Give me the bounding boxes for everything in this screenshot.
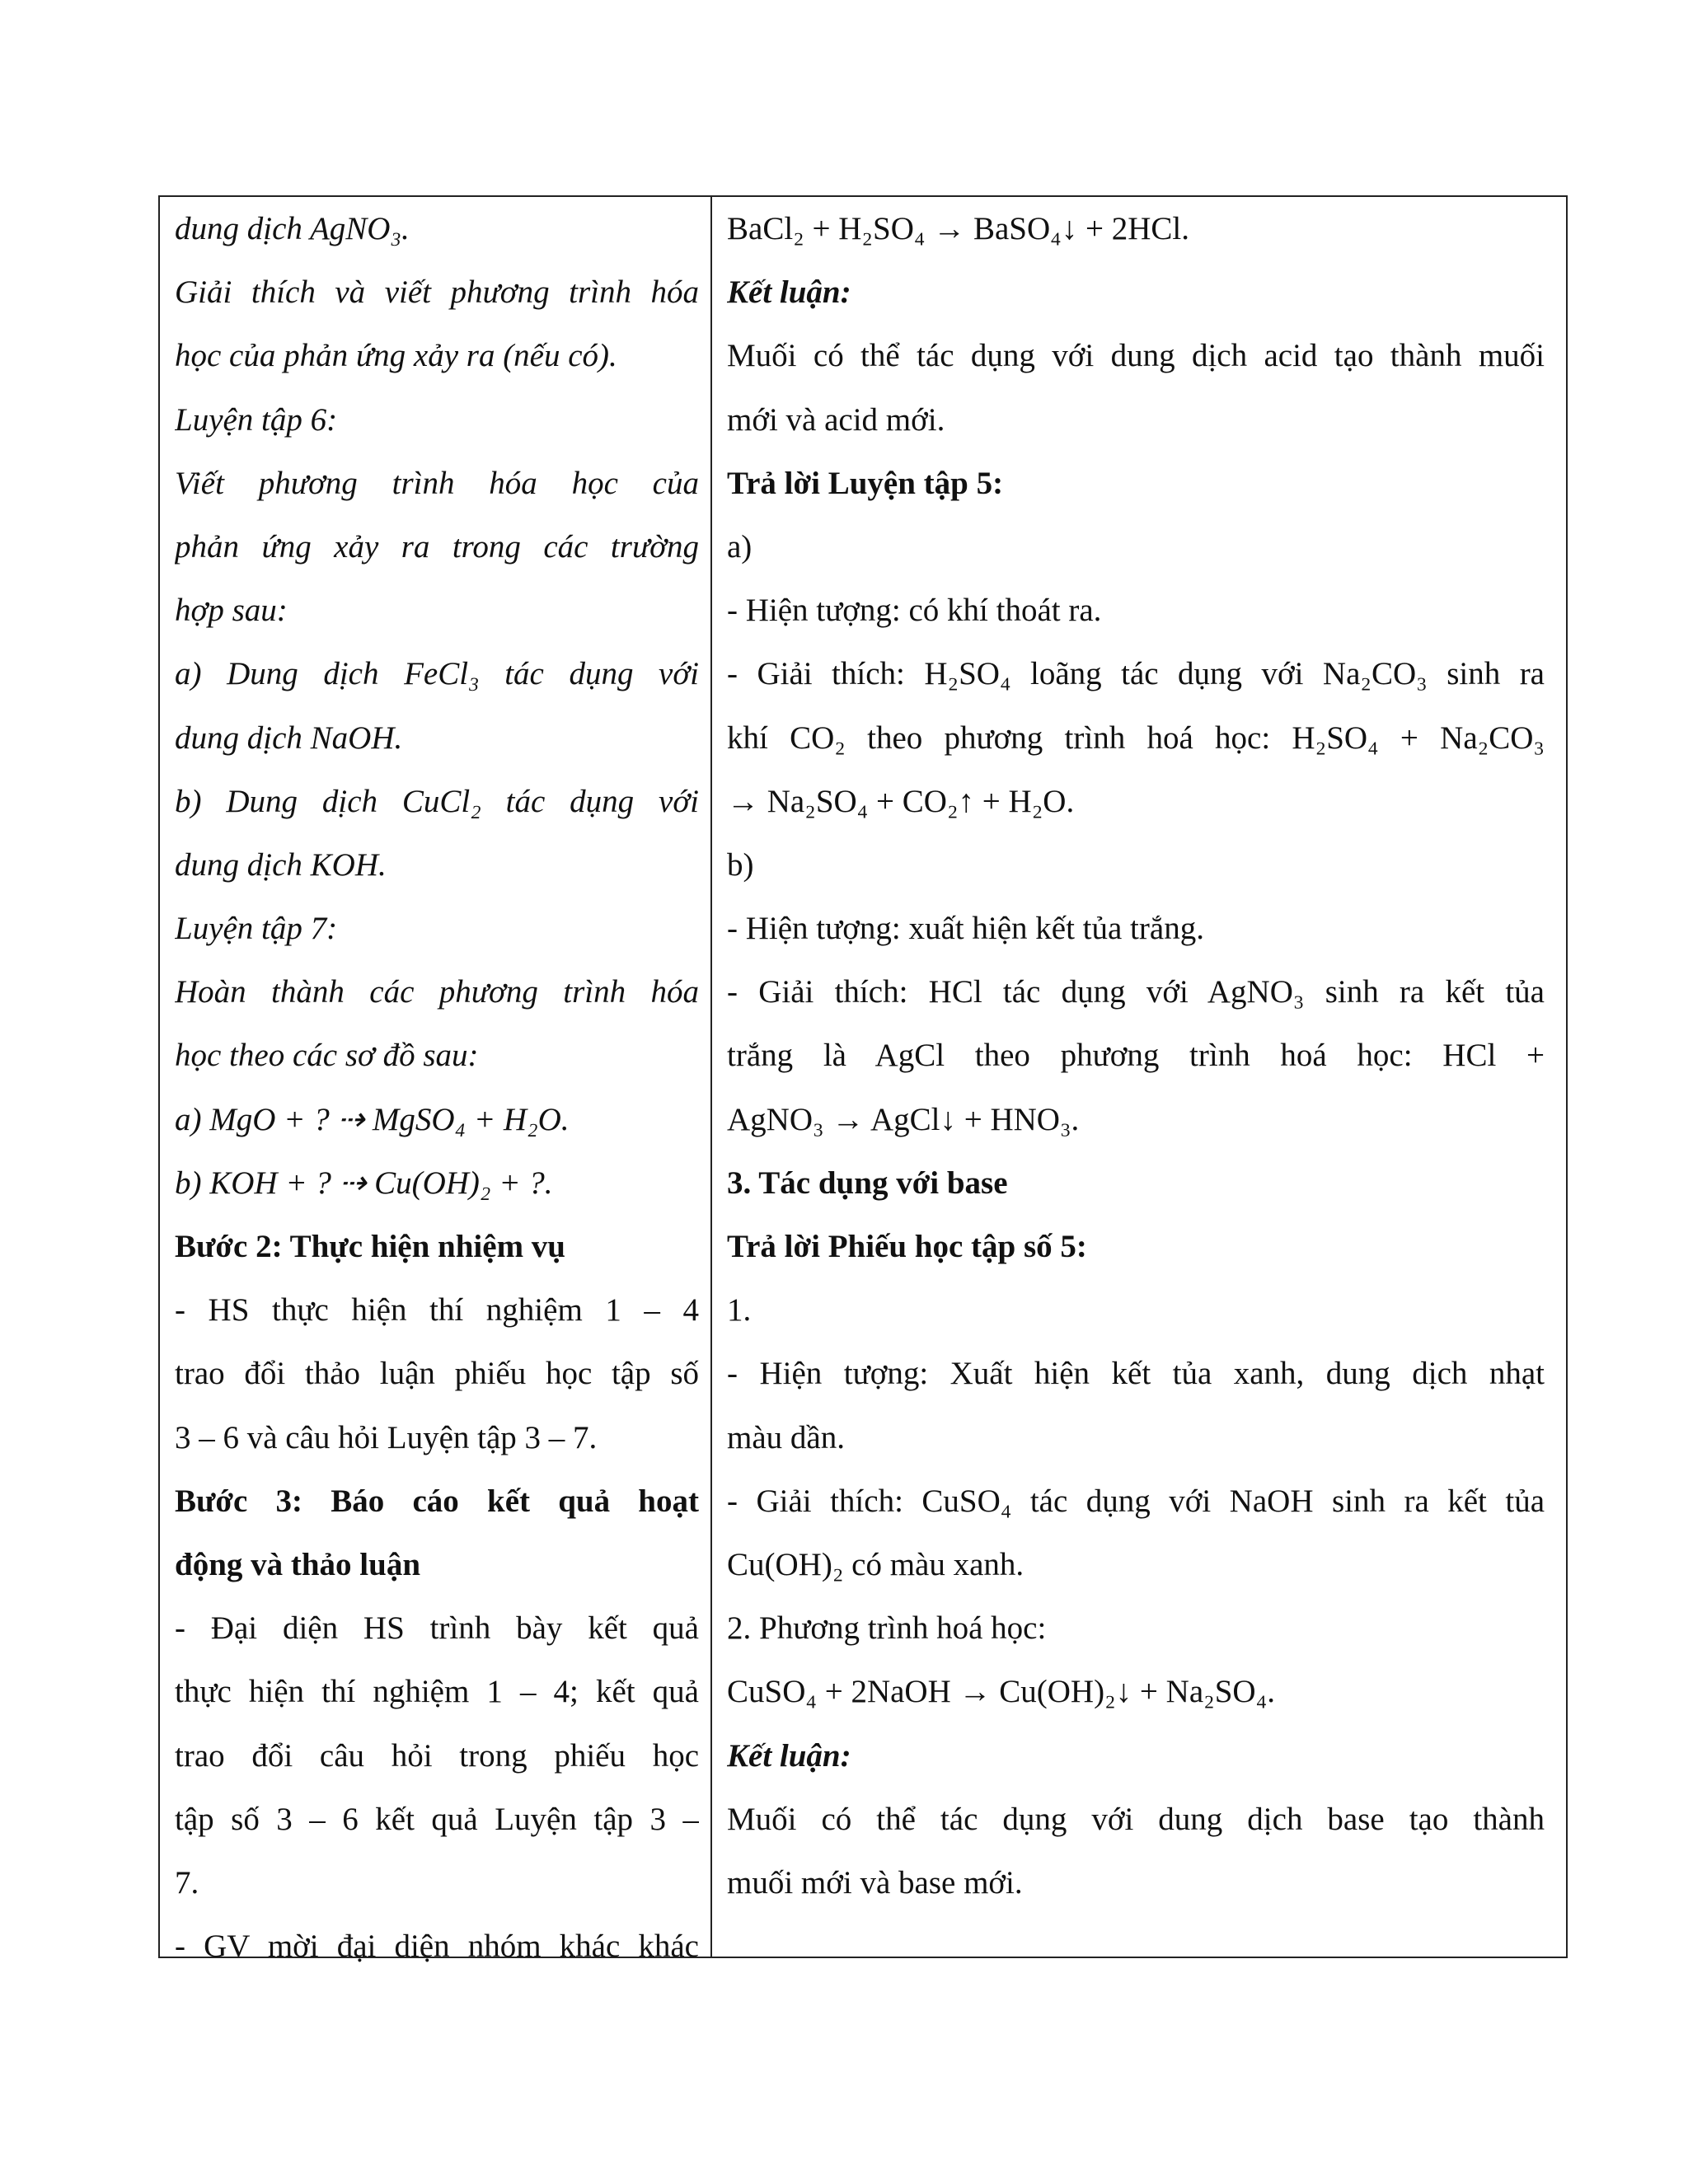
text-line: học của phản ứng xảy ra (nếu có). [175,338,617,374]
text-line: - Giải thích: CuSO₄ tác dụng với NaOH sinh ra kết tủa [727,1483,1545,1519]
text-line: dung dịch NaOH. [175,719,403,756]
answer-heading: Trả lời Phiếu học tập số 5: [727,1229,1087,1264]
equation-line: AgNO₃ → AgCl↓ + HNO₃. [727,1101,1080,1137]
text-line: học theo các sơ đồ sau: [175,1038,479,1074]
text-line: 7. [175,1864,199,1900]
step-heading: Bước 2: Thực hiện nhiệm vụ [175,1229,565,1264]
conclusion-heading: Kết luận: [727,274,851,311]
equation-line: BaCl₂ + H₂SO₄ → BaSO₄↓ + 2HCl. [727,211,1190,246]
text-line: Luyện tập 6: [175,401,338,438]
text-line: - GV mời đại diện nhóm khác khác [175,1929,699,1965]
equation-line: → Na₂SO₄ + CO₂↑ + H₂O. [727,783,1075,819]
text-line: a) [727,528,753,565]
step-heading: động và thảo luận [175,1546,421,1582]
text-line: 3 – 6 và câu hỏi Luyện tập 3 – 7. [175,1419,598,1455]
text-line: - Hiện tượng: xuất hiện kết tủa trắng. [727,911,1204,947]
equation-line: b) KOH + ? ⇢ Cu(OH)₂ + ?. [175,1165,553,1201]
text-line: - Hiện tượng: có khí thoát ra. [727,593,1102,629]
right-column [712,197,1566,1957]
text-line: màu dần. [727,1419,845,1455]
step-heading: Bước 3: Báo cáo kết quả hoạt [175,1483,699,1519]
text-line: Muối có thể tác dụng với dung dịch base tạo thành [727,1801,1545,1837]
text-line: phản ứng xảy ra trong các trường [175,528,699,565]
text-line: Cu(OH)₂ có màu xanh. [727,1546,1025,1582]
text-line: Hoàn thành các phương trình hóa [175,974,699,1010]
text-line: thực hiện thí nghiệm 1 – 4; kết quả [175,1674,699,1710]
text-line: trao đổi thảo luận phiếu học tập số [175,1356,699,1392]
text-line: - HS thực hiện thí nghiệm 1 – 4 [175,1292,699,1329]
text-line: dung dịch KOH. [175,846,387,883]
text-line: hợp sau: [175,593,288,629]
text-line: Luyện tập 7: [175,911,338,947]
text-line: - Giải thích: H₂SO₄ loãng tác dụng với Na₂CO₃ sinh ra [727,656,1545,692]
text-line: Giải thích và viết phương trình hóa [175,274,699,311]
conclusion-heading: Kết luận: [727,1737,851,1774]
text-line: - Giải thích: HCl tác dụng với AgNO₃ sinh ra kết tủa [727,974,1545,1010]
text-line: b) Dung dịch CuCl₂ tác dụng với [175,783,699,819]
equation-line: CuSO₄ + 2NaOH → Cu(OH)₂↓ + Na₂SO₄. [727,1674,1275,1710]
text-line: 2. Phương trình hoá học: [727,1610,1047,1647]
text-line: Muối có thể tác dụng với dung dịch acid tạo thành muối [727,338,1545,374]
text-line: muối mới và base mới. [727,1864,1023,1900]
text-line: tập số 3 – 6 kết quả Luyện tập 3 – [175,1801,699,1837]
left-column [160,197,712,1965]
text-line: trao đổi câu hỏi trong phiếu học [175,1737,699,1774]
section-heading: 3. Tác dụng với base [727,1165,1008,1201]
text-line: - Đại diện HS trình bày kết quả [175,1610,699,1647]
text-line: - Hiện tượng: Xuất hiện kết tủa xanh, dung dịch nhạt [727,1356,1545,1392]
lesson-table [158,195,1568,1965]
text-line: dung dịch AgNO₃. [175,211,410,246]
text-line: mới và acid mới. [727,401,945,438]
equation-line: a) MgO + ? ⇢ MgSO₄ + H₂O. [175,1101,570,1137]
text-line: Viết phương trình hóa học của [175,465,699,501]
text-line: b) [727,846,754,883]
text-line: khí CO₂ theo phương trình hoá học: H₂SO₄ + Na₂CO₃ [727,719,1545,756]
text-line: trắng là AgCl theo phương trình hoá học: HCl + [727,1038,1545,1074]
answer-heading: Trả lời Luyện tập 5: [727,465,1004,501]
text-line: 1. [727,1292,752,1329]
text-line: a) Dung dịch FeCl₃ tác dụng với [175,656,699,692]
